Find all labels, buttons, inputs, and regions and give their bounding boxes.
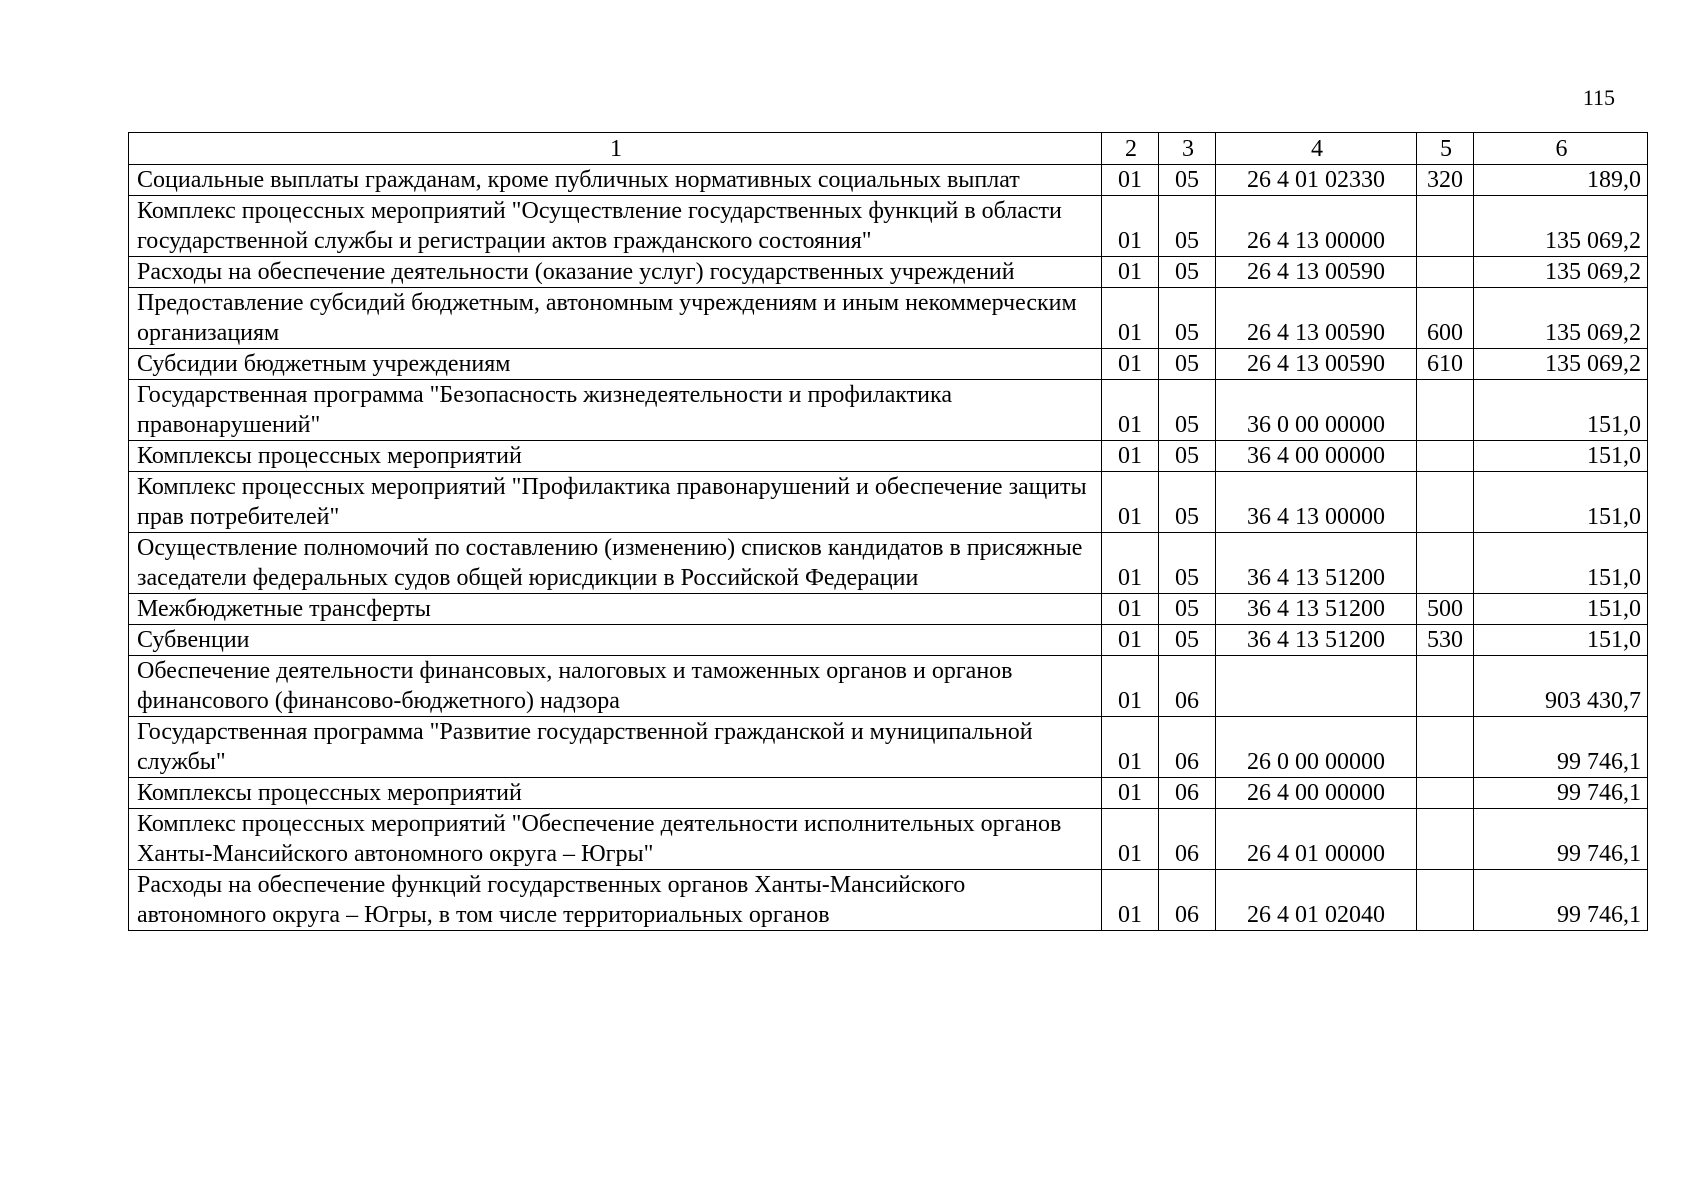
row-name: Государственная программа "Развитие государственной гражданской и муниципальной службы" — [129, 717, 1102, 778]
row-section: 01 — [1102, 870, 1159, 931]
row-name: Комплекс процессных мероприятий "Профилактика правонарушений и обеспечение защиты прав потребителей" — [129, 472, 1102, 533]
row-section: 01 — [1102, 656, 1159, 717]
table-row — [129, 349, 1648, 380]
row-expense-type — [1417, 717, 1474, 778]
row-name: Межбюджетные трансферты — [129, 594, 1102, 625]
row-amount: 99 746,1 — [1474, 809, 1648, 870]
budget-table — [128, 132, 1648, 931]
row-subsection: 06 — [1159, 656, 1216, 717]
row-name: Обеспечение деятельности финансовых, налоговых и таможенных органов и органов финансового (финансово-бюджетного) надзора — [129, 656, 1102, 717]
row-target-article: 26 4 01 00000 — [1216, 809, 1417, 870]
row-amount: 99 746,1 — [1474, 778, 1648, 809]
row-amount: 903 430,7 — [1474, 656, 1648, 717]
row-amount: 151,0 — [1474, 380, 1648, 441]
row-target-article: 36 4 13 51200 — [1216, 625, 1417, 656]
row-name: Осуществление полномочий по составлению (изменению) списков кандидатов в присяжные заседатели федеральных судов общей юрисдикции в Российской Федерации — [129, 533, 1102, 594]
row-subsection: 06 — [1159, 717, 1216, 778]
row-amount: 151,0 — [1474, 594, 1648, 625]
row-target-article: 36 4 00 00000 — [1216, 441, 1417, 472]
table-row — [129, 809, 1648, 870]
row-target-article: 26 0 00 00000 — [1216, 717, 1417, 778]
row-subsection: 05 — [1159, 349, 1216, 380]
row-target-article: 36 4 13 51200 — [1216, 533, 1417, 594]
row-subsection: 05 — [1159, 594, 1216, 625]
row-expense-type — [1417, 441, 1474, 472]
column-header-section: 2 — [1102, 133, 1159, 165]
row-section: 01 — [1102, 257, 1159, 288]
row-name: Государственная программа "Безопасность жизнедеятельности и профилактика правонарушений" — [129, 380, 1102, 441]
table-header-row — [129, 133, 1648, 165]
row-subsection: 05 — [1159, 533, 1216, 594]
row-section: 01 — [1102, 288, 1159, 349]
row-expense-type — [1417, 809, 1474, 870]
table-row — [129, 380, 1648, 441]
table-row — [129, 257, 1648, 288]
table-row — [129, 717, 1648, 778]
row-name: Комплекс процессных мероприятий "Обеспечение деятельности исполнительных органов Ханты-Мансийского автономного округа – Югры" — [129, 809, 1102, 870]
row-target-article: 36 0 00 00000 — [1216, 380, 1417, 441]
row-section: 01 — [1102, 625, 1159, 656]
row-name: Социальные выплаты гражданам, кроме публичных нормативных социальных выплат — [129, 165, 1102, 196]
row-amount: 151,0 — [1474, 472, 1648, 533]
row-section: 01 — [1102, 441, 1159, 472]
row-subsection: 05 — [1159, 257, 1216, 288]
table-row — [129, 625, 1648, 656]
row-target-article: 26 4 01 02040 — [1216, 870, 1417, 931]
row-name: Субсидии бюджетным учреждениям — [129, 349, 1102, 380]
row-amount: 135 069,2 — [1474, 196, 1648, 257]
row-amount: 151,0 — [1474, 533, 1648, 594]
row-name: Комплексы процессных мероприятий — [129, 778, 1102, 809]
row-target-article — [1216, 656, 1417, 717]
table-row — [129, 288, 1648, 349]
table-row — [129, 594, 1648, 625]
row-amount: 151,0 — [1474, 625, 1648, 656]
row-section: 01 — [1102, 472, 1159, 533]
table-row — [129, 533, 1648, 594]
table-row — [129, 778, 1648, 809]
row-expense-type — [1417, 196, 1474, 257]
row-subsection: 05 — [1159, 288, 1216, 349]
row-amount: 151,0 — [1474, 441, 1648, 472]
row-name: Субвенции — [129, 625, 1102, 656]
row-expense-type: 500 — [1417, 594, 1474, 625]
row-subsection: 05 — [1159, 625, 1216, 656]
row-expense-type: 610 — [1417, 349, 1474, 380]
row-expense-type: 530 — [1417, 625, 1474, 656]
row-amount: 189,0 — [1474, 165, 1648, 196]
row-amount: 135 069,2 — [1474, 349, 1648, 380]
column-header-name: 1 — [129, 133, 1102, 165]
row-section: 01 — [1102, 717, 1159, 778]
column-header-expense-type: 5 — [1417, 133, 1474, 165]
column-header-target-article: 4 — [1216, 133, 1417, 165]
row-name: Комплексы процессных мероприятий — [129, 441, 1102, 472]
row-target-article: 36 4 13 51200 — [1216, 594, 1417, 625]
row-amount: 135 069,2 — [1474, 288, 1648, 349]
row-name: Расходы на обеспечение деятельности (оказание услуг) государственных учреждений — [129, 257, 1102, 288]
table-row — [129, 870, 1648, 931]
row-subsection: 06 — [1159, 778, 1216, 809]
row-subsection: 05 — [1159, 196, 1216, 257]
row-expense-type — [1417, 656, 1474, 717]
row-subsection: 05 — [1159, 380, 1216, 441]
row-amount: 99 746,1 — [1474, 717, 1648, 778]
row-target-article: 26 4 13 00590 — [1216, 257, 1417, 288]
column-header-subsection: 3 — [1159, 133, 1216, 165]
row-expense-type — [1417, 870, 1474, 931]
row-target-article: 26 4 13 00590 — [1216, 288, 1417, 349]
table-body — [129, 165, 1648, 931]
table-row — [129, 441, 1648, 472]
page-number: 115 — [1582, 85, 1615, 110]
row-section: 01 — [1102, 533, 1159, 594]
table-row — [129, 196, 1648, 257]
row-expense-type — [1417, 380, 1474, 441]
row-expense-type: 600 — [1417, 288, 1474, 349]
row-expense-type: 320 — [1417, 165, 1474, 196]
row-subsection: 05 — [1159, 472, 1216, 533]
row-subsection: 05 — [1159, 165, 1216, 196]
table-row — [129, 472, 1648, 533]
column-header-amount: 6 — [1474, 133, 1648, 165]
row-section: 01 — [1102, 809, 1159, 870]
row-target-article: 26 4 00 00000 — [1216, 778, 1417, 809]
row-section: 01 — [1102, 778, 1159, 809]
table-row — [129, 165, 1648, 196]
table-row — [129, 656, 1648, 717]
row-subsection: 05 — [1159, 441, 1216, 472]
row-section: 01 — [1102, 196, 1159, 257]
row-subsection: 06 — [1159, 809, 1216, 870]
row-subsection: 06 — [1159, 870, 1216, 931]
row-expense-type — [1417, 257, 1474, 288]
row-section: 01 — [1102, 380, 1159, 441]
row-amount: 135 069,2 — [1474, 257, 1648, 288]
row-target-article: 26 4 13 00590 — [1216, 349, 1417, 380]
row-amount: 99 746,1 — [1474, 870, 1648, 931]
row-expense-type — [1417, 533, 1474, 594]
row-section: 01 — [1102, 594, 1159, 625]
row-section: 01 — [1102, 349, 1159, 380]
row-name: Комплекс процессных мероприятий "Осуществление государственных функций в области государственной службы и регистрации актов гражданского состояния" — [129, 196, 1102, 257]
row-target-article: 36 4 13 00000 — [1216, 472, 1417, 533]
row-target-article: 26 4 01 02330 — [1216, 165, 1417, 196]
row-target-article: 26 4 13 00000 — [1216, 196, 1417, 257]
row-name: Предоставление субсидий бюджетным, автономным учреждениям и иным некоммерческим организациям — [129, 288, 1102, 349]
row-expense-type — [1417, 778, 1474, 809]
row-name: Расходы на обеспечение функций государственных органов Ханты-Мансийского автономного округа – Югры, в том числе территориальных органов — [129, 870, 1102, 931]
row-expense-type — [1417, 472, 1474, 533]
row-section: 01 — [1102, 165, 1159, 196]
